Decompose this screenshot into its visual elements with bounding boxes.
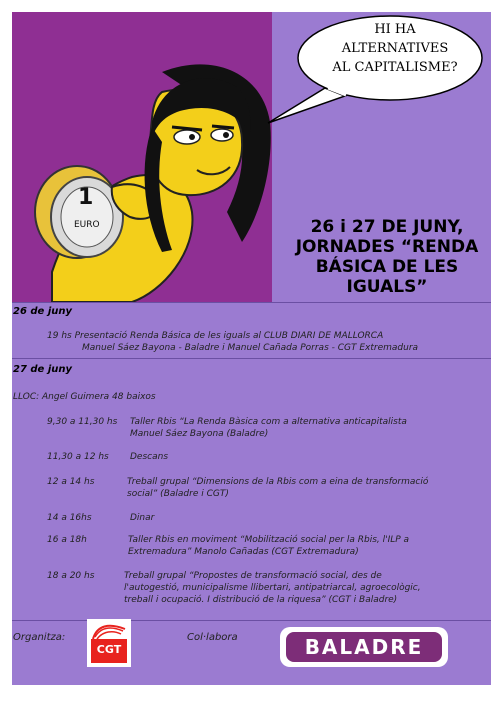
headline-line-4: IGUALS” [346, 277, 428, 297]
euro-coin-icon [35, 166, 123, 258]
schedule-time: 18 a 20 hs [47, 571, 95, 581]
schedule-text: Dinar [130, 513, 155, 523]
schedule-text: Taller Rbis “La Renda Bàsica com a alternativa anticapitalista [130, 417, 407, 427]
coin-number: 1 [78, 185, 94, 210]
collabora-label: Col·labora [187, 632, 238, 643]
day-1-label: 26 de juny [13, 306, 73, 317]
day-1-line-1: 19 hs Presentació Renda Básica de les iguals al CLUB DIARI DE MALLORCA [47, 331, 384, 341]
baladre-logo-text: BALADRE [286, 632, 442, 662]
schedule-text: Manuel Sáez Bayona (Baladre) [130, 429, 269, 439]
coin-text: EURO [74, 220, 100, 230]
bubble-line-2: ALTERNATIVES [341, 41, 449, 56]
headline-line-1: 26 i 27 DE JUNY, [310, 217, 464, 237]
speech-bubble-text [300, 20, 490, 77]
schedule-time: 14 a 16hs [47, 513, 92, 523]
bubble-line-1: HI HA [374, 22, 416, 37]
schedule-text: Treball grupal “Dimensions de la Rbis com a eina de transformació [127, 477, 429, 487]
divider [12, 302, 491, 303]
schedule-text: Extremadura” Manolo Cañadas (CGT Extremadura) [128, 547, 359, 557]
illustration-panel [12, 12, 272, 302]
day-1-line-2: Manuel Sáez Bayona - Baladre i Manuel Cañada Porras - CGT Extremadura [82, 343, 419, 353]
schedule-text: social” (Baladre i CGT) [127, 489, 229, 499]
cgt-logo-text: CGT [96, 643, 122, 656]
baladre-logo [280, 627, 448, 667]
headline-line-2: JORNADES “RENDA [295, 237, 479, 257]
cgt-logo-icon [87, 619, 131, 641]
day-2-place: LLOC: Angel Guimera 48 baixos [13, 392, 156, 402]
bubble-line-3: AL CAPITALISME? [332, 60, 458, 75]
schedule-time: 11,30 a 12 hs [47, 452, 109, 462]
headline-line-3: BÁSICA DE LES [315, 257, 459, 277]
schedule-time: 16 a 18h [47, 535, 87, 545]
schedule-time: 9,30 a 11,30 hs [47, 417, 118, 427]
schedule-text: Treball grupal “Propostes de transformació social, des de [124, 571, 382, 581]
schedule-text: Taller Rbis en moviment “Mobilització social per la Rbis, l'ILP a [128, 535, 410, 545]
organitza-label: Organitza: [13, 632, 66, 643]
day-2-label: 27 de juny [13, 364, 73, 375]
cgt-logo [87, 619, 131, 667]
divider [12, 620, 491, 621]
headline [274, 217, 491, 297]
divider [12, 358, 491, 359]
schedule-text: treball i ocupació. I distribució de la riquesa” (CGT i Baladre) [124, 595, 398, 605]
schedule-text: Descans [130, 452, 169, 462]
schedule-time: 12 a 14 hs [47, 477, 95, 487]
woman-with-coin-illustration [12, 12, 272, 302]
schedule-text: l'autogestió, municipalisme llibertari, antipatriarcal, agroecològic, [124, 583, 421, 593]
